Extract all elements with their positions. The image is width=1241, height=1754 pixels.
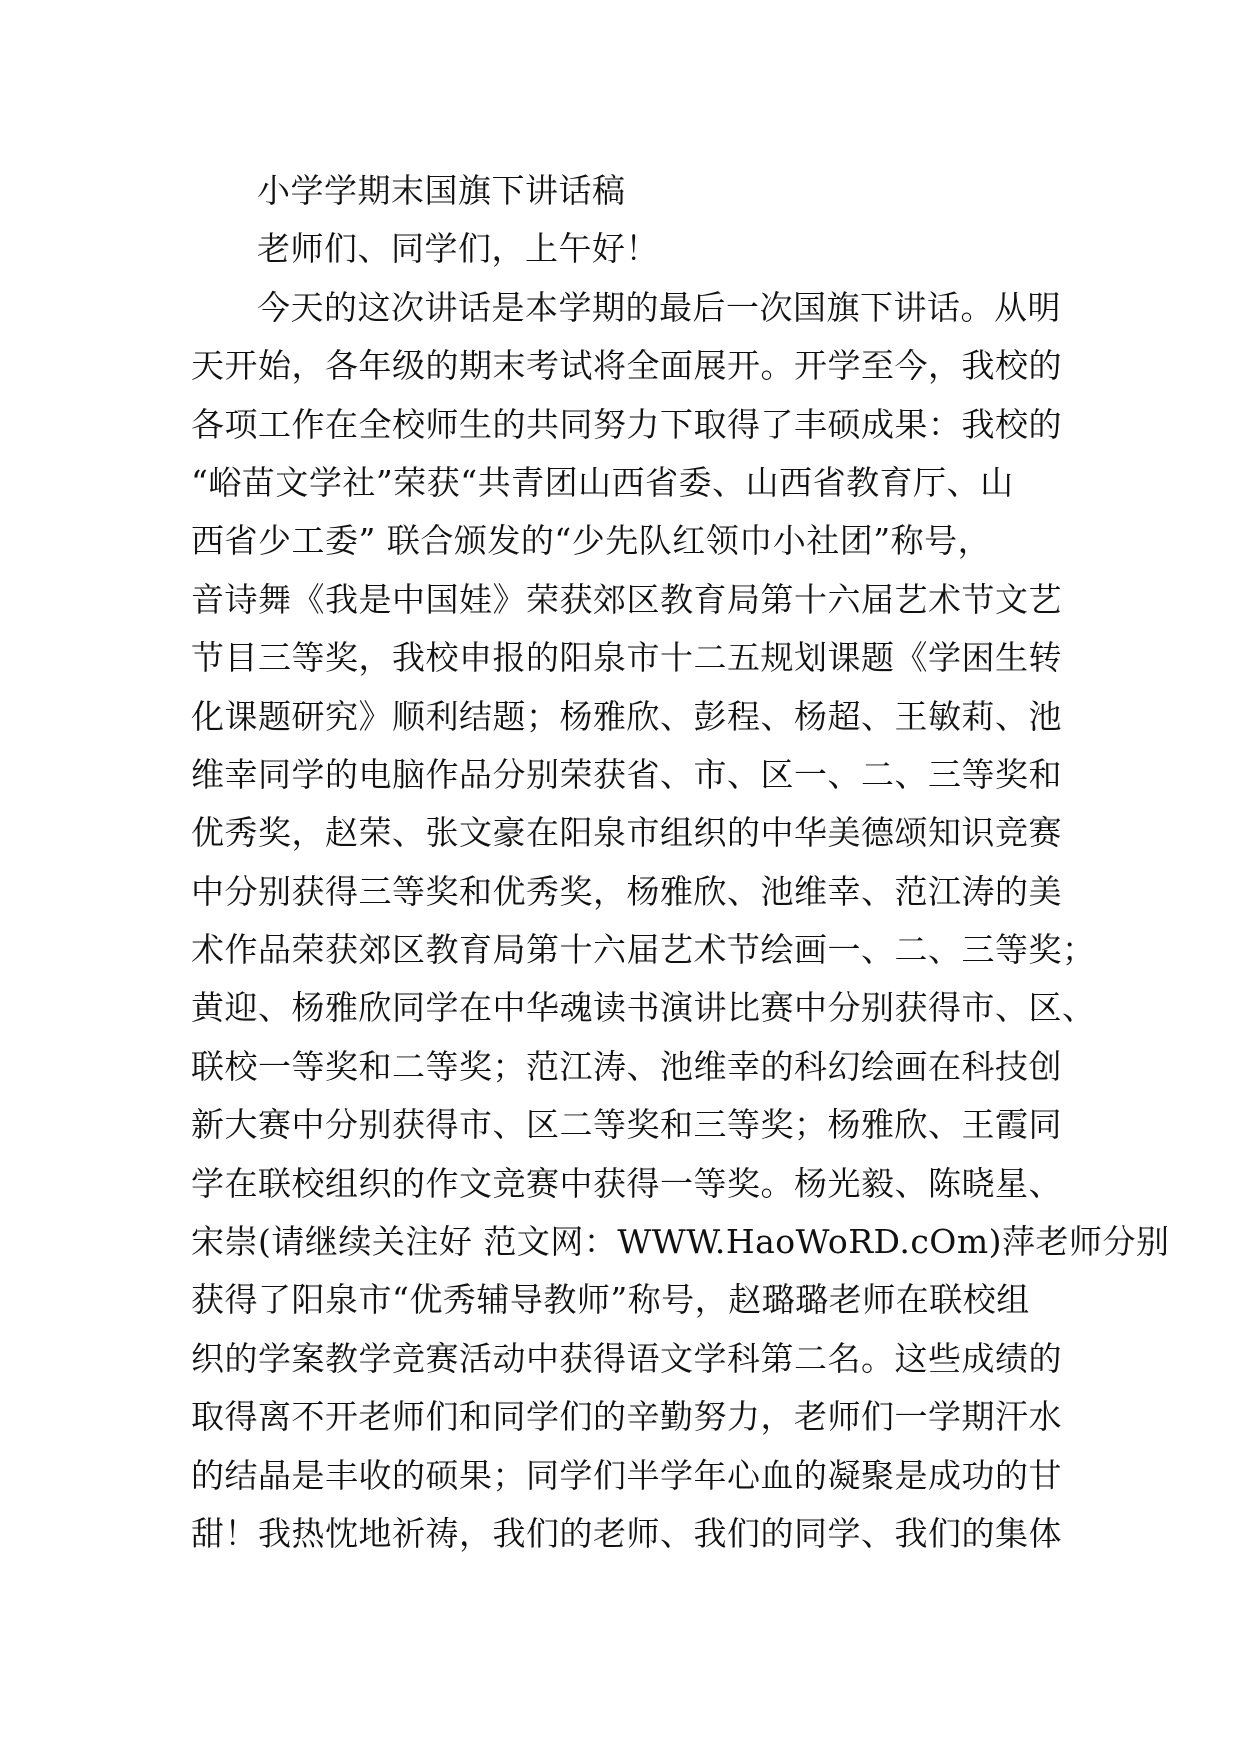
body-line: 宋崇(请继续关注好 范文网：WWW.HaoWoRD.cOm)萍老师分别 — [191, 1222, 1170, 1262]
body-line: 联校一等奖和二等奖；范江涛、池维幸的科幻绘画在科技创 — [191, 1046, 1062, 1086]
body-line: 音诗舞《我是中国娃》荣获郊区教育局第十六届艺术节文艺 — [191, 579, 1062, 619]
speech-text-block — [191, 162, 1170, 1563]
body-line: 获得了阳泉市“优秀辅导教师”称号，赵璐璐老师在联校组 — [191, 1280, 1030, 1320]
body-line: 化课题研究》顺利结题；杨雅欣、彭程、杨超、王敏莉、池 — [191, 696, 1062, 736]
body-line: 甜！我热忱地祈祷，我们的老师、我们的同学、我们的集体 — [191, 1513, 1062, 1553]
document-title: 小学学期末国旗下讲话稿 — [257, 171, 626, 210]
greeting-line: 老师们、同学们，上午好！ — [257, 229, 659, 269]
body-line: 天开始，各年级的期末考试将全面展开。开学至今，我校的 — [191, 346, 1062, 386]
body-line: 取得离不开老师们和同学们的辛勤努力，老师们一学期汗水 — [191, 1397, 1062, 1437]
body-line: 黄迎、杨雅欣同学在中华魂读书演讲比赛中分别获得市、区、 — [191, 988, 1096, 1028]
body-line: 节目三等奖，我校申报的阳泉市十二五规划课题《学困生转 — [191, 638, 1062, 678]
body-line: 中分别获得三等奖和优秀奖，杨雅欣、池维幸、范江涛的美 — [191, 871, 1062, 911]
body-line: 术作品荣获郊区教育局第十六届艺术节绘画一、二、三等奖； — [191, 930, 1096, 970]
body-line: 维幸同学的电脑作品分别荣获省、市、区一、二、三等奖和 — [191, 754, 1062, 794]
body-line: 新大赛中分别获得市、区二等奖和三等奖；杨雅欣、王霞同 — [191, 1105, 1062, 1145]
body-line: 织的学案教学竞赛活动中获得语文学科第二名。这些成绩的 — [191, 1338, 1062, 1378]
body-line: 西省少工委” 联合颁发的“少先队红领巾小社团”称号， — [191, 521, 992, 561]
body-line: 优秀奖，赵荣、张文豪在阳泉市组织的中华美德颂知识竞赛 — [191, 813, 1062, 853]
body-line: 学在联校组织的作文竞赛中获得一等奖。杨光毅、陈晓星、 — [191, 1163, 1062, 1203]
body-line: 的结晶是丰收的硕果；同学们半学年心血的凝聚是成功的甘 — [191, 1455, 1062, 1495]
body-line: 今天的这次讲话是本学期的最后一次国旗下讲话。从明 — [257, 287, 1061, 327]
body-line: “峪苗文学社”荣获“共青团山西省委、山西省教育厅、山 — [191, 462, 1014, 502]
body-line: 各项工作在全校师生的共同努力下取得了丰硕成果：我校的 — [191, 404, 1062, 444]
